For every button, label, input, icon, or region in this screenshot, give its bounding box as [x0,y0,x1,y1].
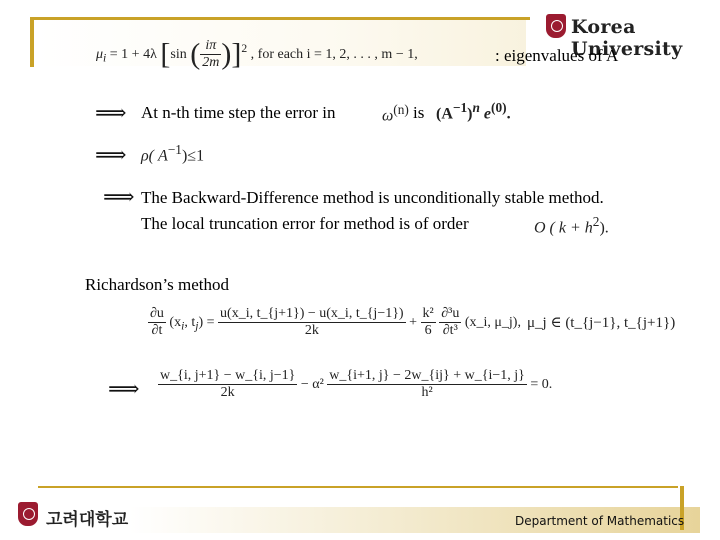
error-expression: $(A^{-1})^n$ $e^{(0)}$. [436,100,511,123]
spectral-radius: ρ( $A^{-1})\le 1$ [141,142,205,165]
section-title: Richardson’s method [85,275,230,294]
error-omega: $\omega^{(n)}$ [382,102,409,125]
richardson-equation-1: $\frac{\partial u}{\partial t}$ ($x_i$, $t_j$) = $\frac{u(x\_i, t\_\{j+1\}) - u(x\_i, t\_\{j-1\})}{2k}$ + $\frac{\text{k²}}{6}$ $\frac{\text{∂³u}}{\text{∂t³}}$ (x_i, μ_j), [150,306,521,339]
error-is-word: is [413,103,425,122]
eigenvalue-caption: : eigenvalues of A [495,46,619,65]
implies-arrow-1: ⟹ [95,100,127,125]
implies-arrow-2: ⟹ [95,142,127,167]
stability-statement: The Backward-Difference method is unconditionally stable method. [141,188,604,207]
footer-line [38,486,678,488]
eigenvalue-formula: $\mu_i = 1 + 4\lambda$ [sin ( $\frac{i\pi}{2m}$ )]$^2$ , for each i = 1, 2, . . . , m − 1, [96,37,418,71]
department-name: Department of Mathematics [515,514,685,528]
mu-interval: μ_j ∈ (t_{j−1}, t_{j+1}) [527,315,676,331]
university-seal-icon [546,14,566,38]
truncation-order: O ( $k + h^2$). [534,214,609,237]
brand-korean: 고려대학교 [46,510,129,530]
header-left-bar [30,17,34,67]
brand-english: Korea University [571,16,683,60]
footer-seal-icon [18,502,38,526]
error-statement: At n-th time step the error in [141,103,336,122]
truncation-statement: The local truncation error for method is of order [141,214,469,233]
implies-arrow-3: ⟹ [103,184,135,209]
implies-arrow-4: ⟹ [108,376,140,401]
richardson-equation-2: $\frac{w\_\{i, j+1\} - w\_\{i, j-1\}}{2k}$ − α² $\frac{w\_\{i+1, j\} - 2w\_\{ij\} + w\_\{i-1, j\}}{\text{h²}}$ = 0. [160,368,553,401]
